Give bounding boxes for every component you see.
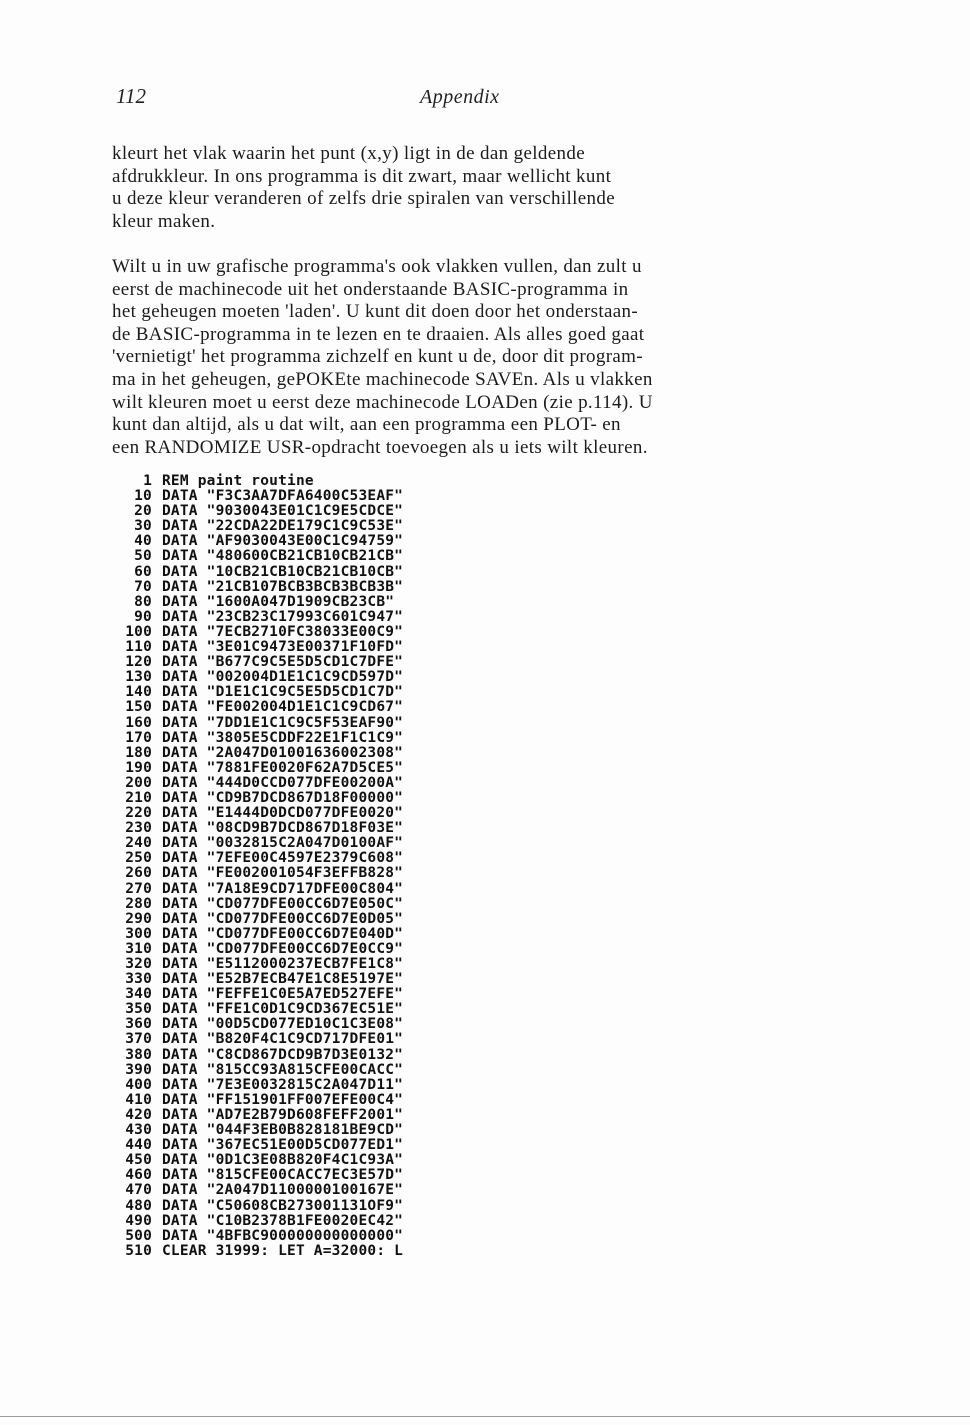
line-code: DATA "23CB23C17993C601C947" <box>162 608 404 625</box>
listing-line <box>104 1244 403 1259</box>
line-number: 10 <box>134 488 152 505</box>
line-code: DATA "10CB21CB10CB21CB10CB" <box>162 563 404 580</box>
listing-line <box>104 1183 403 1198</box>
line-number: 410 <box>125 1091 152 1108</box>
listing-line <box>104 595 403 610</box>
line-code: DATA "3E01C9473E00371F10FD" <box>162 639 404 656</box>
line-number: 500 <box>125 1227 152 1244</box>
listing-line <box>104 549 403 564</box>
line-code: DATA "7EFE00C4597E2379C608" <box>162 850 404 867</box>
line-number: 320 <box>125 956 152 972</box>
line-code: DATA "FE002001054F3EFFB828" <box>162 865 404 882</box>
line-code: DATA "7E3E0032815C2A047D11" <box>162 1076 404 1093</box>
line-code: DATA "1600A047D1909CB23CB" <box>162 593 395 610</box>
listing-line <box>104 1153 403 1168</box>
line-number: 390 <box>125 1061 152 1078</box>
line-number: 40 <box>134 533 152 550</box>
listing-line <box>104 1063 403 1078</box>
line-number: 200 <box>125 774 152 791</box>
line-code: CLEAR 31999: LET A=32000: L <box>162 1242 404 1259</box>
line-code: DATA "C8CD867DCD9B7D3E0132" <box>162 1046 404 1063</box>
listing-line <box>104 565 403 580</box>
line-number: 140 <box>125 684 152 701</box>
line-number: 20 <box>134 503 152 520</box>
line-code: DATA "C50608CB273001131OF9" <box>162 1197 404 1214</box>
line-number: 480 <box>125 1197 152 1214</box>
listing-line <box>104 534 403 549</box>
line-code: DATA "002004D1E1C1C9CD597D" <box>162 669 404 686</box>
listing-line <box>104 685 403 700</box>
listing-line <box>104 1138 403 1153</box>
line-number: 490 <box>125 1212 152 1229</box>
listing-line <box>104 716 403 731</box>
running-title: Appendix <box>420 86 500 108</box>
listing-line <box>104 640 403 655</box>
line-number: 450 <box>125 1152 152 1169</box>
listing-line <box>104 761 403 776</box>
listing-line <box>104 851 403 866</box>
listing-line <box>104 836 403 851</box>
listing-line <box>104 746 403 761</box>
listing-line <box>104 489 403 504</box>
line-code: DATA "AF9030043E00C1C94759" <box>162 533 404 550</box>
listing-line <box>104 776 403 791</box>
line-number: 300 <box>125 925 152 942</box>
line-code: DATA "CD077DFE00CC6D7E040D" <box>162 925 404 942</box>
line-code: DATA "21CB107BCB3BCB3BCB3B" <box>162 578 404 595</box>
listing-line <box>104 866 403 881</box>
listing-line <box>104 1108 403 1123</box>
listing-line <box>104 791 403 806</box>
line-number: 380 <box>125 1046 152 1063</box>
line-number: 460 <box>125 1167 152 1184</box>
line-code: DATA "C10B2378B1FE0020EC42" <box>162 1212 404 1229</box>
listing-line <box>104 1032 403 1047</box>
listing-line <box>104 700 403 715</box>
line-number: 150 <box>125 699 152 716</box>
listing-line <box>104 1229 403 1244</box>
body-paragraph-2 <box>112 256 852 459</box>
line-number: 440 <box>125 1137 152 1154</box>
listing-line <box>104 580 403 595</box>
line-code: DATA "7A18E9CD717DFE00C804" <box>162 880 404 897</box>
line-code: DATA "7ECB2710FC38033E00C9" <box>162 623 404 640</box>
listing-line <box>104 1199 403 1214</box>
bottom-rule <box>0 1416 970 1417</box>
line-number: 210 <box>125 789 152 806</box>
listing-line <box>104 1093 403 1108</box>
line-number: 510 <box>125 1242 152 1259</box>
line-number: 90 <box>134 608 152 625</box>
line-number: 470 <box>125 1182 152 1199</box>
line-number: 170 <box>125 729 152 746</box>
line-number: 240 <box>125 835 152 852</box>
line-code: DATA "E1444D0DCD077DFE0020" <box>162 805 404 822</box>
line-number: 250 <box>125 850 152 867</box>
line-code: DATA "CD9B7DCD867D18F00000" <box>162 789 404 806</box>
listing-line <box>104 655 403 670</box>
paragraph-line: kunt dan altijd, als u dat wilt, aan een programma een PLOT- en <box>112 414 621 436</box>
listing-line <box>104 474 403 489</box>
body-paragraph-1 <box>112 143 852 233</box>
line-code: DATA "367EC51E00D5CD077ED1" <box>162 1137 404 1154</box>
line-code: DATA "E52B7ECB47E1C8E5197E" <box>162 971 404 988</box>
line-number: 120 <box>125 654 152 671</box>
line-code: DATA "E5112000237ECB7FE1C8" <box>162 956 404 972</box>
line-number: 130 <box>125 669 152 686</box>
line-code: DATA "CD077DFE00CC6D7E050C" <box>162 895 404 912</box>
paragraph-line: de BASIC-programma in te lezen en te draaien. Als alles goed gaat <box>112 323 645 345</box>
line-code: DATA "B677C9C5E5D5CD1C7DFE" <box>162 654 404 671</box>
paragraph-line: wilt kleuren moet u eerst deze machinecode LOADen (zie p.114). U <box>112 391 653 413</box>
line-number: 110 <box>125 639 152 656</box>
line-code: DATA "3805E5CDDF22E1F1C1C9" <box>162 729 404 746</box>
listing-line <box>104 957 403 972</box>
basic-program-listing <box>104 474 403 1259</box>
listing-line <box>104 731 403 746</box>
listing-line <box>104 625 403 640</box>
line-number: 80 <box>134 593 152 610</box>
paragraph-line: 'vernietigt' het programma zichzelf en kunt u de, door dit program- <box>112 346 643 368</box>
line-code: DATA "4BFBC900000000000000" <box>162 1227 404 1244</box>
paragraph-line: Wilt u in uw grafische programma's ook vlakken vullen, dan zult u <box>112 256 642 277</box>
listing-line <box>104 610 403 625</box>
line-code: DATA "00D5CD077ED10C1C3E08" <box>162 1016 404 1033</box>
line-code: DATA "FEFFE1C0E5A7ED527EFE" <box>162 986 404 1003</box>
line-number: 160 <box>125 714 152 731</box>
line-number: 290 <box>125 910 152 927</box>
listing-line <box>104 1078 403 1093</box>
listing-line <box>104 670 403 685</box>
listing-line <box>104 1123 403 1138</box>
listing-line <box>104 806 403 821</box>
line-number: 370 <box>125 1031 152 1048</box>
listing-line <box>104 1002 403 1017</box>
paragraph-line: kleur maken. <box>112 210 216 232</box>
line-number: 220 <box>125 805 152 822</box>
line-number: 190 <box>125 759 152 776</box>
listing-line <box>104 821 403 836</box>
paragraph-line: ma in het geheugen, gePOKEte machinecode SAVEn. Als u vlakken <box>112 368 653 390</box>
listing-line <box>104 1168 403 1183</box>
line-code: DATA "FFE1C0D1C9CD367EC51E" <box>162 1001 404 1018</box>
line-number: 100 <box>125 623 152 640</box>
line-code: DATA "B820F4C1C9CD717DFE01" <box>162 1031 404 1048</box>
line-code: REM paint routine <box>162 473 314 489</box>
listing-line <box>104 987 403 1002</box>
line-code: DATA "7881FE0020F62A7D5CE5" <box>162 759 404 776</box>
line-code: DATA "D1E1C1C9C5E5D5CD1C7D" <box>162 684 404 701</box>
line-number: 260 <box>125 865 152 882</box>
listing-line <box>104 1214 403 1229</box>
paragraph-line: kleurt het vlak waarin het punt (x,y) ligt in de dan geldende <box>112 143 585 164</box>
line-number: 330 <box>125 971 152 988</box>
line-number: 180 <box>125 744 152 761</box>
line-number: 430 <box>125 1122 152 1139</box>
listing-line <box>104 1017 403 1032</box>
paragraph-line: afdrukkleur. In ons programma is dit zwart, maar wellicht kunt <box>112 165 612 187</box>
line-code: DATA "044F3EB0B828181BE9CD" <box>162 1122 404 1139</box>
line-number: 230 <box>125 820 152 837</box>
line-number: 340 <box>125 986 152 1003</box>
paragraph-line: het geheugen moeten 'laden'. U kunt dit doen door het onderstaan- <box>112 301 639 323</box>
line-number: 270 <box>125 880 152 897</box>
line-code: DATA "7DD1E1C1C9C5F53EAF90" <box>162 714 404 731</box>
line-code: DATA "CD077DFE00CC6D7E0CC9" <box>162 940 404 957</box>
line-code: DATA "CD077DFE00CC6D7E0D05" <box>162 910 404 927</box>
listing-line <box>104 972 403 987</box>
line-code: DATA "AD7E2B79D608FEFF2001" <box>162 1106 404 1123</box>
line-code: DATA "0032815C2A047D0100AF" <box>162 835 404 852</box>
listing-line <box>104 897 403 912</box>
line-code: DATA "444D0CCD077DFE00200A" <box>162 774 404 791</box>
listing-line <box>104 927 403 942</box>
line-code: DATA "FF151901FF007EFE00C4" <box>162 1091 404 1108</box>
line-number: 420 <box>125 1106 152 1123</box>
line-code: DATA "2A047D1100000100167E" <box>162 1182 404 1199</box>
line-number: 50 <box>134 548 152 565</box>
line-number: 70 <box>134 578 152 595</box>
listing-line <box>104 504 403 519</box>
listing-line <box>104 912 403 927</box>
line-number: 30 <box>134 518 152 535</box>
listing-line <box>104 942 403 957</box>
paragraph-line: eerst de machinecode uit het onderstaande BASIC-programma in <box>112 278 629 300</box>
line-number: 310 <box>125 940 152 957</box>
line-code: DATA "480600CB21CB10CB21CB" <box>162 548 404 565</box>
line-number: 350 <box>125 1001 152 1018</box>
listing-line <box>104 519 403 534</box>
line-code: DATA "08CD9B7DCD867D18F03E" <box>162 820 404 837</box>
page-number: 112 <box>116 84 146 108</box>
line-number: 400 <box>125 1076 152 1093</box>
paragraph-line: u deze kleur veranderen of zelfs drie spiralen van verschillende <box>112 188 615 210</box>
listing-line <box>104 882 403 897</box>
line-number: 280 <box>125 895 152 912</box>
line-code: DATA "FE002004D1E1C1C9CD67" <box>162 699 404 716</box>
listing-line <box>104 1048 403 1063</box>
paragraph-line: een RANDOMIZE USR-opdracht toevoegen als u iets wilt kleuren. <box>112 436 648 458</box>
line-code: DATA "0D1C3E08B820F4C1C93A" <box>162 1152 404 1169</box>
line-number: 360 <box>125 1016 152 1033</box>
line-code: DATA "22CDA22DE179C1C9C53E" <box>162 518 404 535</box>
line-code: DATA "815CFE00CACC7EC3E57D" <box>162 1167 404 1184</box>
line-number: 1 <box>143 473 152 489</box>
line-code: DATA "F3C3AA7DFA6400C53EAF" <box>162 488 404 505</box>
line-code: DATA "2A047D01001636002308" <box>162 744 404 761</box>
line-number: 60 <box>134 563 152 580</box>
line-code: DATA "9030043E01C1C9E5CDCE" <box>162 503 404 520</box>
line-code: DATA "815CC93A815CFE00CACC" <box>162 1061 404 1078</box>
